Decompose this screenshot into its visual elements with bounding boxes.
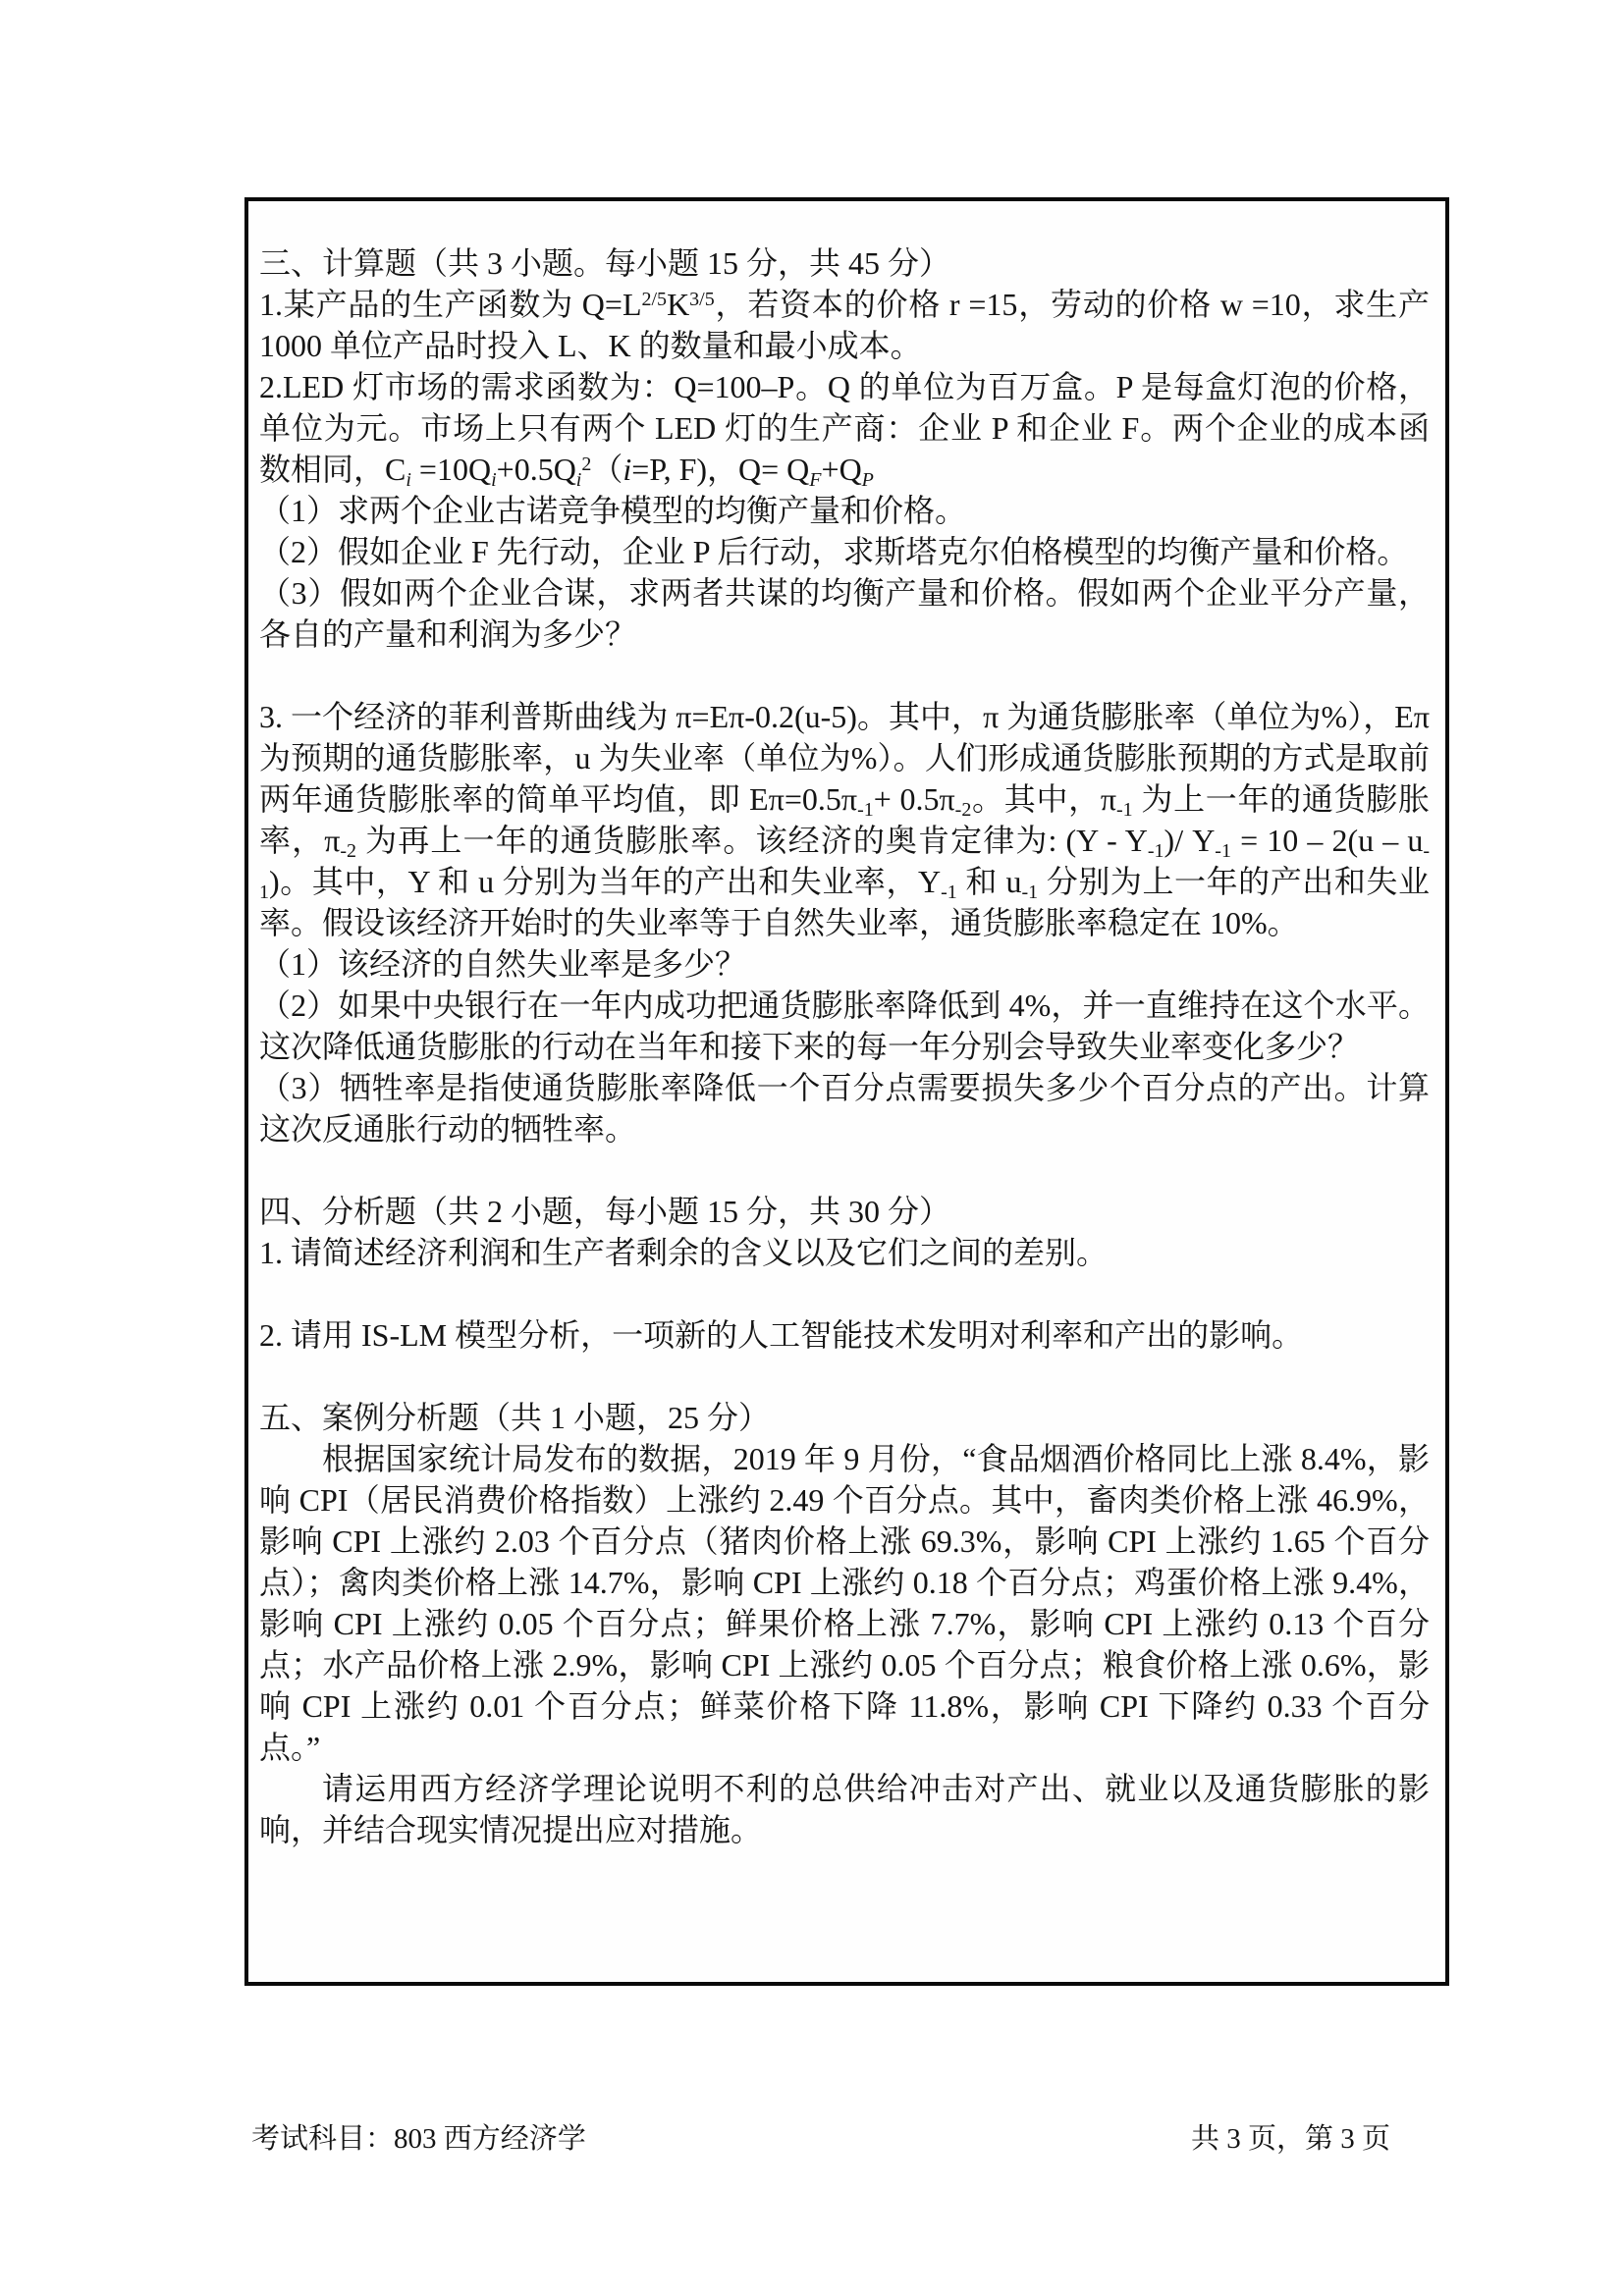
q3-2-sub3: （3）假如两个企业合谋，求两者共谋的均衡产量和价格。假如两个企业平分产量，各自的产量和利润为多少？ (259, 575, 1430, 652)
section-3-heading: 三、计算题（共 3 小题。每小题 15 分，共 45 分） (259, 245, 951, 281)
math-isub: i (491, 469, 497, 491)
q3-3-sub3: （3）牺牲率是指使通货膨胀率降低一个百分点需要损失多少个百分点的产出。计算这次反通胀行动的牺牲率。 (259, 1070, 1430, 1147)
footer-page-number: 共 3 页，第 3 页 (1190, 2123, 1390, 2155)
q4-1-profit-surplus: 1. 请简述经济利润和生产者剩余的含义以及它们之间的差别。 (259, 1235, 1109, 1270)
section-4-heading: 四、分析题（共 2 小题，每小题 15 分，共 30 分） (259, 1194, 951, 1229)
q3-3-sub2: （2）如果中央银行在一年内成功把通货膨胀率降低到 4%，并一直维持在这个水平。这次降低通货膨胀的行动在当年和接下来的每一年分别会导致失业率变化多少？ (259, 988, 1430, 1064)
footer-exam-subject: 考试科目：803 西方经济学 (251, 2123, 586, 2155)
math-sub: -1 (857, 799, 874, 821)
math-sub: -1 (1021, 881, 1039, 903)
math-isub: P (861, 469, 874, 491)
math-sup: 2/5 (641, 289, 668, 310)
page-footer (251, 2120, 1390, 2158)
q3-1-production-function: 1.某产品的生产函数为 $Q=L^{2/5}K^{3/5}$，若资本的价格 r =15，劳动的价格 w =10，求生产 1000 单位产品时投入 L、K 的数量和最小成本。 (259, 287, 1430, 363)
math-sub: -1 (1147, 840, 1164, 862)
section-5-heading: 五、案例分析题（共 1 小题，25 分） (259, 1400, 771, 1435)
q3-2-sub2: （2）假如企业 F 先行动，企业 P 后行动，求斯塔克尔伯格模型的均衡产量和价格。 (259, 534, 1409, 569)
math-sub: -1 (1215, 840, 1231, 862)
q5-case-text: 根据国家统计局发布的数据，2019 年 9 月份，“食品烟酒价格同比上涨 8.4%，影响 CPI（居民消费价格指数）上涨约 2.49 个百分点。其中，畜肉类价格上涨 46.9%，影响 CPI 上涨约 2.03 个百分点（猪肉价格上涨 69.3%，影响 CPI 上涨约 1.65 个百分点）；禽肉类价格上涨 14.7%，影响 CPI 上涨约 0.18 个百分点；鸡蛋价格上涨 9.4%，影响 CPI 上涨约 0.05 个百分点；鲜果价格上涨 7.7%，影响 CPI 上涨约 0.13 个百分点；水产品价格上涨 2.9%，影响 CPI 上涨约 0.05 个百分点；粮食价格上涨 0.6%，影响 CPI 上涨约 0.01 个百分点；鲜菜价格下降 11.8%，影响 CPI 下降约 0.33 个百分点。” (259, 1441, 1430, 1765)
q4-2-islm: 2. 请用 IS-LM 模型分析，一项新的人工智能技术发明对利率和产出的影响。 (259, 1317, 1304, 1353)
math-isub: i (575, 469, 582, 491)
exam-body (259, 242, 1430, 1850)
q3-2-sub1: （1）求两个企业古诺竞争模型的均衡产量和价格。 (259, 493, 967, 528)
math-sub: -2 (954, 799, 972, 821)
q3-2-led-market: 2.LED 灯市场的需求函数为：Q=100–P。Q 的单位为百万盒。P 是每盒灯泡的价格，单位为元。市场上只有两个 LED 灯的生产商：企业 P 和企业 F。两个企业的成本函数相同，$Ci =10Qi+0.5Qi^2(i=P$, F)，Q= QF+QP (259, 369, 1430, 491)
math-sub: -2 (340, 840, 357, 862)
math-sub: -1 (941, 881, 957, 903)
q3-3-phillips-curve: 3. 一个经济的菲利普斯曲线为 π=Eπ-0.2(u-5)。其中，π 为通货膨胀率（单位为%），Eπ 为预期的通货膨胀率，u 为失业率（单位为%）。人们形成通货膨胀预期的方式是取前两年通货膨胀率的简单平均值，即 Eπ=0.5π-1+ 0.5π-2。其中，π-1 为上一年的通货膨胀率，π-2 为再上一年的通货膨胀率。该经济的奥肯定律为: (Y - Y-1)/ Y-1 = 10 – 2(u – u-1)。其中，Y 和 u 分别为当年的产出和失业率，Y-1 和 u-1 分别为上一年的产出和失业率。假设该经济开始时的失业率等于自然失业率，通货膨胀率稳定在 10%。 (259, 699, 1430, 940)
q3-3-sub1: （1）该经济的自然失业率是多少？ (259, 946, 747, 982)
math-isub: i (406, 469, 411, 491)
math-sup: 3/5 (689, 289, 715, 310)
math-sup: 2 (581, 454, 592, 475)
math-isub: F (809, 469, 822, 491)
math-i: i (623, 452, 632, 487)
q5-case-question: 请运用西方经济学理论说明不利的总供给冲击对产出、就业以及通货膨胀的影响，并结合现实情况提出应对措施。 (259, 1771, 1430, 1847)
math-sub: -1 (1116, 799, 1133, 821)
math-sub: -1 (259, 840, 1430, 903)
